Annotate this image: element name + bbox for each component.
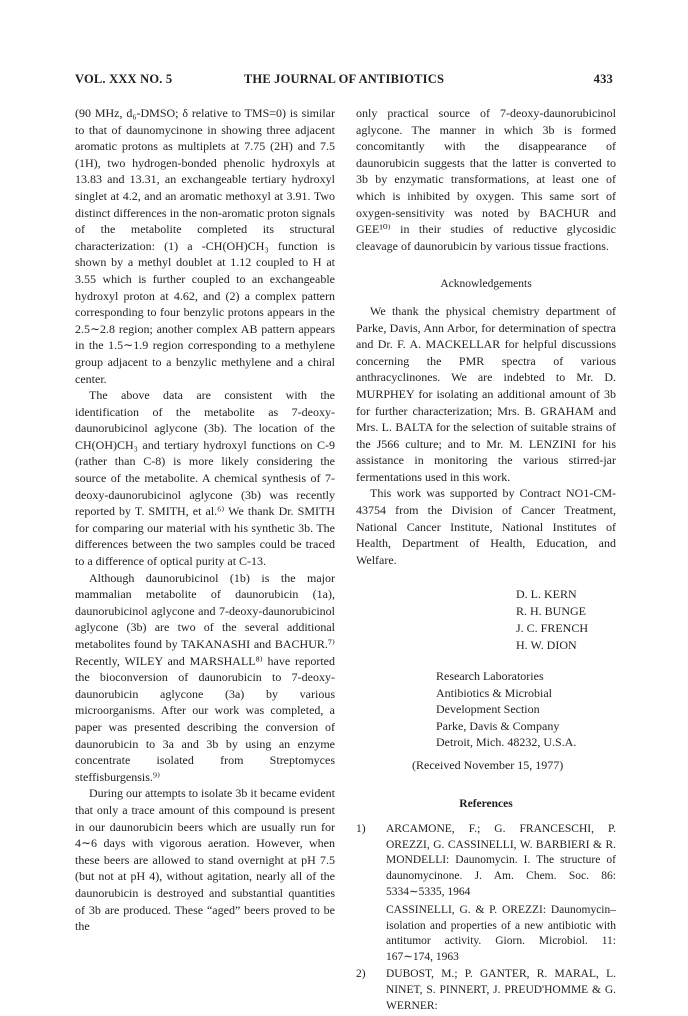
reference-text: CASSINELLI, G. & P. OREZZI: Daunomycin–isolation and properties of a new antibiotic with antitumor activity. Giorn. Microbiol. 11: 167∼174, 1963 — [386, 904, 616, 963]
reference-text: ARCAMONE, F.; G. FRANCESCHI, P. OREZZI, G. CASSINELLI, W. BARBIERI & R. MONDELLI: Daunomycin. I. The structure of daunomycinone. J. Am. Chem. Soc. 86: 5334∼5335, 1964 — [386, 823, 616, 898]
author-list — [516, 586, 616, 654]
reference-text: DUBOST, M.; P. GANTER, R. MARAL, L. NINET, S. PINNERT, J. PREUD'HOMME & G. WERNER: — [386, 968, 616, 1012]
author-name: R. H. BUNGE — [516, 604, 587, 619]
body-paragraph: The above data are consistent with the identification of the metabolite as 7-deoxy-daunorubicinol aglycone (3b). The location of the CH(OH)CH₃ and tertiary hydroxyl functions on C-9 (rather than C-8) is more likely considering the source of the metabolite. A chemical synthesis of 7-deoxy-daunorubicinol aglycone (3b) was recently reported by T. SMITH, et al.⁶⁾ We thank Dr. SMITH for comparing our material with his synthetic 3b. The differences between the two samples could be traced to a difference of optical purity at C-13. — [75, 388, 335, 569]
reference-number: 2) — [356, 968, 366, 981]
page-number: 433 — [593, 72, 613, 86]
address-line: Parke, Davis & Company — [436, 718, 560, 733]
body-paragraph: Although daunorubicinol (1b) is the major mammalian metabolite of daunorubicin (1a), daunorubicinol aglycone and 7-deoxy-daunorubicinol aglycone (3b) are two of the several additional metabolites found by TAKANASHI and BACHUR.⁷⁾ Recently, WILEY and MARSHALL⁸⁾ have reported the bioconversion of daunorubicin to 7-deoxy-daunorubicin aglycone (3a) by various microorganisms. After our work was completed, a paper was presented describing the conversion of daunorubicin to 3a and 3b by using an enzyme concentrate isolated from Streptomyces steffisburgensis.⁹⁾ — [75, 570, 335, 784]
volume-label: VOL. XXX NO. 5 — [75, 72, 173, 86]
address-line: Research Laboratories — [436, 669, 544, 684]
address-line: Antibiotics & Microbial — [436, 685, 552, 700]
acknowledgement-paragraph: We thank the physical chemistry department of Parke, Davis, Ann Arbor, for determination of spectra and Dr. F. A. MACKELLAR for helpful discussions concerning the PMR spectra of various anthracyclinones. We are indebted to Mr. D. MURPHEY for isolating an additional amount of 3b for further characterization; Mrs. B. GRAHAM and Mrs. L. BALTA for the selection of suitable strains of the J566 culture; and to Mr. M. LENZINI for his assistance in monitoring the various stirred-jar fermentations used in this work. — [356, 303, 616, 484]
journal-title: THE JOURNAL OF ANTIBIOTICS — [243, 72, 445, 86]
reference-number: 1) — [356, 823, 366, 836]
acknowledgements-heading: Acknowledgements — [440, 278, 532, 291]
author-name: J. C. FRENCH — [516, 621, 589, 636]
right-column — [356, 105, 616, 1016]
running-header — [75, 72, 613, 90]
acknowledgements-section — [356, 303, 616, 569]
body-paragraph: only practical source of 7-deoxy-daunorubicinol aglycone. The manner in which 3b is formed concomitantly with the disappearance of daunorubicin suggests that the latter is converted to 3b by enzymatic transformations, at least one of which is inhibited by oxygen. This same sort of oxygen-sensitivity was noted by BACHUR and GEE¹⁰⁾ in their studies of reductive glycosidic cleavage of daunorubicin by various tissue fractions. — [356, 106, 616, 253]
references-list — [356, 822, 616, 1014]
address-line: Detroit, Mich. 48232, U.S.A. — [436, 735, 577, 750]
references-heading: References — [459, 797, 513, 810]
body-paragraph: During our attempts to isolate 3b it became evident that only a trace amount of this compound is present in our daunorubicin beers which are usually run for 4∼6 days with vigorous aeration. However, when these beers are allowed to stand overnight at pH 7.5 (but not at pH 4), without agitation, nearly all of the daunorubicin is destroyed and substantial quantities of 3b are produced. These “aged” beers proved to be the — [75, 786, 335, 934]
affiliation-address — [436, 668, 616, 751]
left-column — [75, 105, 335, 935]
author-name: D. L. KERN — [516, 587, 577, 602]
author-name: H. W. DION — [516, 638, 577, 653]
reference-item — [356, 967, 616, 1014]
acknowledgement-paragraph: This work was supported by Contract NO1-CM-43754 from the Division of Cancer Treatment, National Cancer Institute, National Institutes of Health, Department of Health, Education, and Welfare. — [356, 486, 616, 567]
body-paragraph: (90 MHz, d₆-DMSO; δ relative to TMS=0) is similar to that of daunomycinone in showing three adjacent aromatic protons as multiplets at 7.75 (2H) and 7.5 (1H), two hydrogen-bonded phenolic hydroxyls at 13.83 and 13.31, an exchangeable tertiary hydroxyl singlet at 4.2, and an aromatic methoxyl at 3.91. Two distinct differences in the non-aromatic proton signals of the metabolite completed its structural characterization: (1) a -CH(OH)CH₃ function is shown by a methyl doublet at 1.12 coupled to H at 3.55 which is further coupled to an exchangeable hydroxyl proton at 4.62, and (2) a complex pattern corresponding to four benzylic protons appears in the 2.5∼2.8 region; another complex AB pattern appears in the 1.5∼1.9 region corresponding to a methylene group adjacent to a benzylic methylene and a chiral center. — [75, 106, 335, 386]
received-date: (Received November 15, 1977) — [412, 757, 564, 772]
address-line: Development Section — [436, 702, 540, 717]
reference-item — [356, 822, 616, 965]
